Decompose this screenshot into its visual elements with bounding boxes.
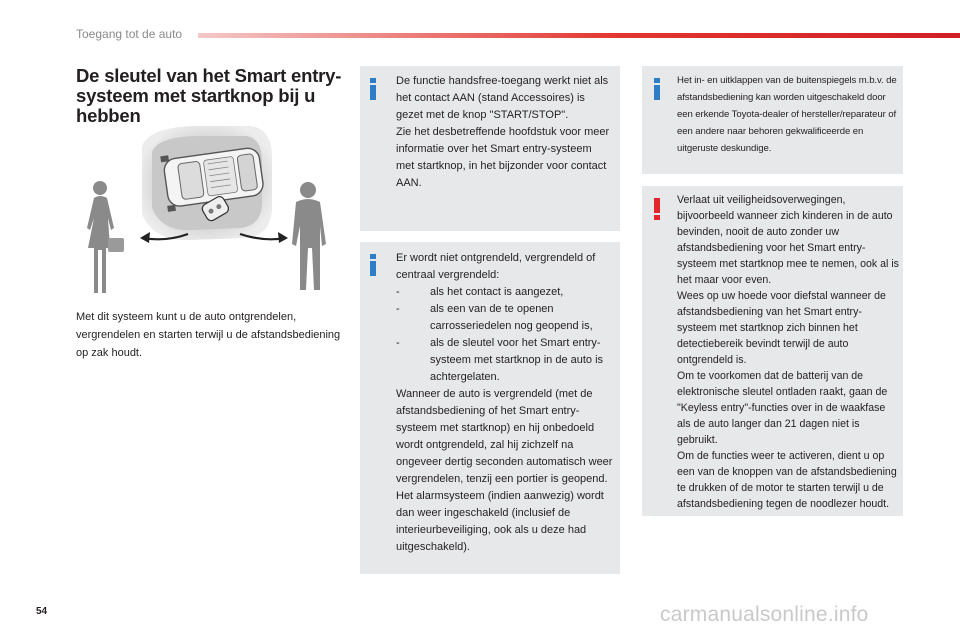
list-item: - als de sleutel voor het Smart entry-systeem met startknop in de auto is achtergelaten.	[396, 337, 604, 383]
locking-intro: Er wordt niet ontgrendeld, vergrendeld of centraal vergrendeld:	[396, 252, 596, 281]
warning-box-safety	[642, 186, 903, 516]
info-icon	[368, 254, 378, 278]
header-rule	[198, 33, 960, 38]
page-number: 54	[36, 606, 48, 617]
watermark: carmanualsonline.info	[660, 603, 869, 626]
info-box-locking	[360, 242, 620, 574]
info-icon	[368, 78, 378, 102]
info-box-handsfree	[360, 66, 620, 231]
list-item: - als het contact is aangezet,	[396, 286, 564, 298]
info-icon	[652, 78, 662, 102]
section-header: Toegang tot de auto	[76, 27, 183, 41]
page-title: De sleutel van het Smart entry-systeem met startknop bij u hebben	[76, 65, 342, 126]
warning-icon	[652, 198, 662, 222]
warning-box-text: Verlaat uit veiligheidsoverwegingen, bijvoorbeeld wanneer zich kinderen in de auto bevinden, nooit de auto zonder uw afstandsbediening voor het Smart entry-systeem met startknop mee te nemen, ook al is het maar voor even. Wees op uw hoede voor diefstal wanneer de afstandsbediening van het Smart entry-systeem met startknop zich binnen het detectiebereik bevindt terwijl de auto ontgrendeld is. Om te voorkomen dat de batterij van de elektronische sleutel ontladen raakt, gaan de "Keyless entry"-functies over in de waakfase als de auto langer dan 21 dagen niet is gebruikt. Om de functies weer te activeren, dient u op een van de knoppen van de afstandsbediening te drukken of de motor te starten terwijl u de afstandsbediening tegen de noodlezer houdt.	[677, 194, 899, 510]
woman-silhouette-icon	[87, 181, 124, 293]
info-box-mirrors	[642, 66, 903, 174]
smart-entry-illustration	[80, 118, 340, 298]
intro-paragraph: Met dit systeem kunt u de auto ontgrendelen, vergrendelen en starten terwijl u de afstandsbediening op zak houdt.	[76, 311, 341, 359]
info-box-mirrors-text: Het in- en uitklappen van de buitenspiegels m.b.v. de afstandsbediening kan worden uitgeschakeld door een erkende Toyota-dealer of hersteller/reparateur of een andere naar behoren gekwalificeerde en uitgeruste deskundige.	[677, 75, 897, 154]
info-box-locking-text	[396, 250, 618, 556]
info-box-handsfree-text: De functie handsfree-toegang werkt niet als het contact AAN (stand Accessoires) is gezet met de knop "START/STOP". Zie het desbetreffende hoofdstuk voor meer informatie over het Smart entry-systeem met startknop, in het bijzonder voor contact AAN.	[396, 75, 610, 189]
locking-outro: Wanneer de auto is vergrendeld (met de afstandsbediening of het Smart entry-systeem met startknop) en hij onbedoeld wordt ontgrendeld, zal hij zichzelf na ongeveer dertig seconden automatisch weer vergrendelen, tenzij een portier is geopend. Het alarmsysteem (indien aanwezig) wordt dan weer ingeschakeld (inclusief de interieurbeveiliging, ook als u deze had uitgeschakeld).	[396, 388, 613, 553]
man-silhouette-icon	[292, 182, 326, 290]
list-item: - als een van de te openen carrosseriedelen nog geopend is,	[396, 303, 593, 332]
